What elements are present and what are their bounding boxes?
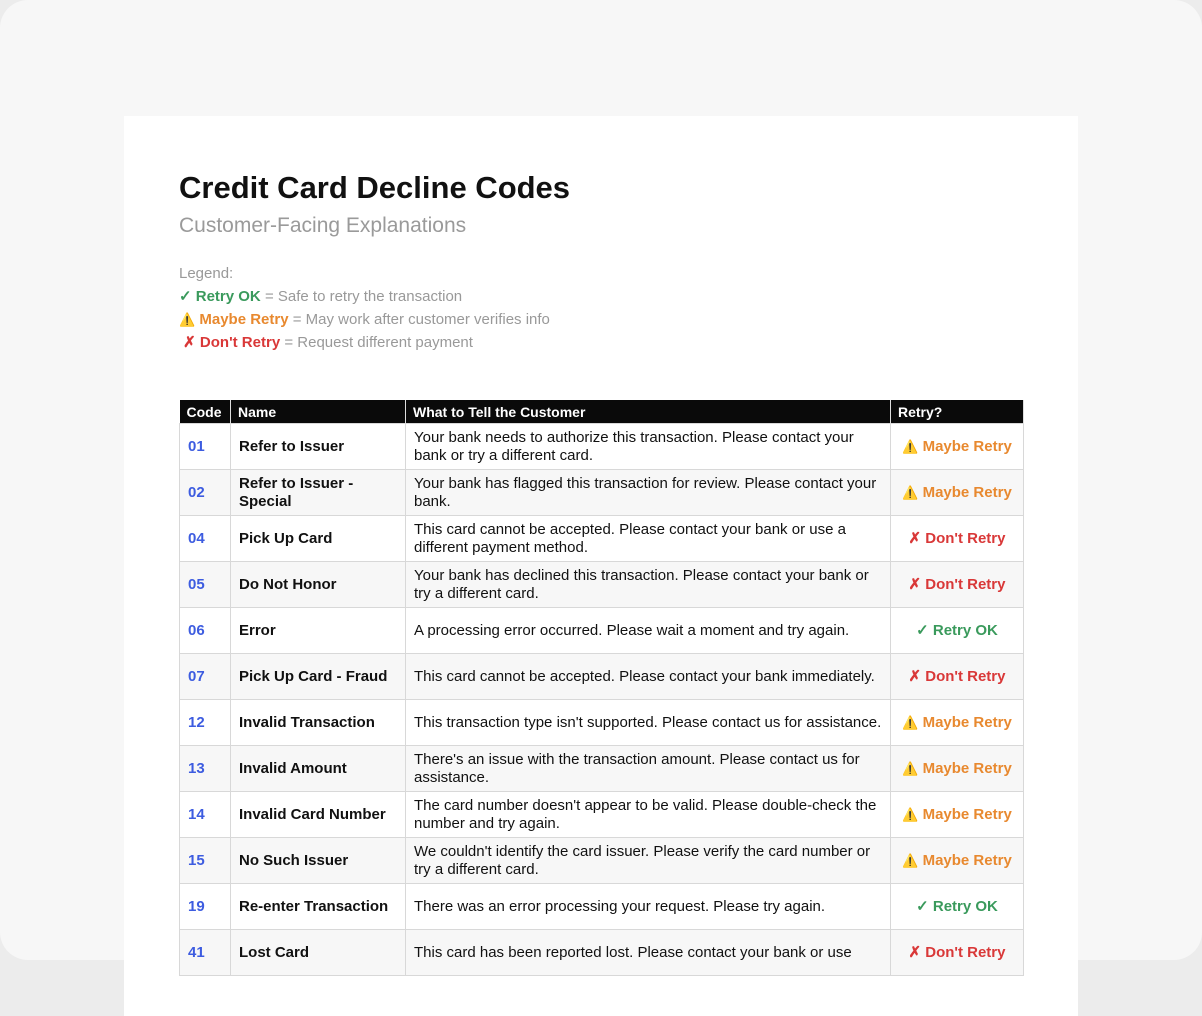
- description-cell: This transaction type isn't supported. Please contact us for assistance.: [406, 700, 891, 746]
- legend-desc: = Safe to retry the transaction: [260, 288, 463, 305]
- table-row: [180, 608, 1024, 654]
- name-cell: Pick Up Card - Fraud: [231, 654, 406, 700]
- table-row: [180, 746, 1024, 792]
- header-retry: Retry?: [891, 400, 1024, 424]
- table-row: [180, 424, 1024, 470]
- description-cell: The card number doesn't appear to be valid. Please double-check the number and try again.: [406, 792, 891, 838]
- table-row: [180, 562, 1024, 608]
- code-cell: 41: [180, 930, 231, 976]
- retry-status: Maybe Retry: [922, 759, 1012, 777]
- code-cell: 06: [180, 608, 231, 654]
- retry-status: Maybe Retry: [922, 851, 1012, 869]
- name-cell: Refer to Issuer: [231, 424, 406, 470]
- table-row: [180, 470, 1024, 516]
- page-subtitle: Customer-Facing Explanations: [179, 214, 467, 237]
- x-mark-icon: ✗: [908, 943, 922, 961]
- description-cell: We couldn't identify the card issuer. Please verify the card number or try a different card.: [406, 838, 891, 884]
- x-mark-icon: ✗: [183, 334, 196, 351]
- retry-status: Don't Retry: [925, 667, 1006, 685]
- table-row: [180, 930, 1024, 976]
- retry-cell: [891, 608, 1024, 654]
- code-cell: 04: [180, 516, 231, 562]
- retry-cell: [891, 654, 1024, 700]
- name-cell: Lost Card: [231, 930, 406, 976]
- code-cell: 05: [180, 562, 231, 608]
- warning-icon: ⚠️: [902, 760, 919, 776]
- code-cell: 19: [180, 884, 231, 930]
- retry-cell: [891, 700, 1024, 746]
- description-cell: This card cannot be accepted. Please contact your bank immediately.: [406, 654, 891, 700]
- table-row: [180, 838, 1024, 884]
- warning-icon: ⚠️: [902, 484, 919, 500]
- description-cell: A processing error occurred. Please wait a moment and try again.: [406, 608, 891, 654]
- check-icon: ✓: [916, 621, 929, 639]
- check-icon: ✓: [179, 288, 192, 305]
- code-cell: 07: [180, 654, 231, 700]
- code-cell: 13: [180, 746, 231, 792]
- warning-icon: ⚠️: [902, 438, 919, 454]
- name-cell: Error: [231, 608, 406, 654]
- name-cell: Invalid Amount: [231, 746, 406, 792]
- name-cell: Refer to Issuer - Special: [231, 470, 406, 516]
- x-mark-icon: ✗: [908, 667, 922, 685]
- retry-cell: [891, 562, 1024, 608]
- header-code: Code: [180, 400, 231, 424]
- description-cell: There was an error processing your request. Please try again.: [406, 884, 891, 930]
- retry-status: Maybe Retry: [922, 437, 1012, 455]
- retry-status: Retry OK: [932, 621, 998, 639]
- legend-label: Don't Retry: [199, 334, 281, 351]
- warning-icon: ⚠️: [179, 312, 196, 327]
- retry-status: Don't Retry: [925, 529, 1006, 547]
- x-mark-icon: ✗: [908, 575, 922, 593]
- retry-cell: [891, 792, 1024, 838]
- legend: [179, 262, 550, 354]
- legend-desc: = Request different payment: [280, 334, 473, 351]
- retry-status: Maybe Retry: [922, 713, 1012, 731]
- legend-item-maybe: [179, 308, 550, 331]
- legend-label: Maybe Retry: [199, 311, 289, 328]
- description-cell: Your bank needs to authorize this transaction. Please contact your bank or try a different card.: [406, 424, 891, 470]
- description-cell: Your bank has flagged this transaction for review. Please contact your bank.: [406, 470, 891, 516]
- name-cell: Invalid Transaction: [231, 700, 406, 746]
- description-cell: Your bank has declined this transaction. Please contact your bank or try a different card.: [406, 562, 891, 608]
- legend-heading: Legend:: [179, 265, 234, 282]
- legend-desc: = May work after customer verifies info: [288, 311, 550, 328]
- code-cell: 14: [180, 792, 231, 838]
- warning-icon: ⚠️: [902, 806, 919, 822]
- x-mark-icon: ✗: [908, 529, 922, 547]
- retry-status: Retry OK: [932, 897, 998, 915]
- table-row: [180, 516, 1024, 562]
- description-cell: This card cannot be accepted. Please contact your bank or use a different payment method.: [406, 516, 891, 562]
- name-cell: Re-enter Transaction: [231, 884, 406, 930]
- table-row: [180, 654, 1024, 700]
- name-cell: Invalid Card Number: [231, 792, 406, 838]
- code-cell: 02: [180, 470, 231, 516]
- page-title: Credit Card Decline Codes: [179, 170, 571, 205]
- legend-item-ok: [179, 285, 550, 308]
- retry-status: Maybe Retry: [922, 483, 1012, 501]
- legend-label: Retry OK: [195, 288, 261, 305]
- retry-status: Maybe Retry: [922, 805, 1012, 823]
- retry-status: Don't Retry: [925, 575, 1006, 593]
- table-header-row: [180, 400, 1024, 424]
- legend-item-no: [179, 331, 550, 354]
- header-description: What to Tell the Customer: [406, 400, 891, 424]
- table-row: [180, 700, 1024, 746]
- name-cell: Pick Up Card: [231, 516, 406, 562]
- name-cell: No Such Issuer: [231, 838, 406, 884]
- code-cell: 01: [180, 424, 231, 470]
- code-cell: 12: [180, 700, 231, 746]
- description-cell: There's an issue with the transaction amount. Please contact us for assistance.: [406, 746, 891, 792]
- retry-status: Don't Retry: [925, 943, 1006, 961]
- retry-cell: [891, 746, 1024, 792]
- name-cell: Do Not Honor: [231, 562, 406, 608]
- check-icon: ✓: [916, 897, 929, 915]
- table-row: [180, 792, 1024, 838]
- retry-cell: [891, 838, 1024, 884]
- document-page: [124, 116, 1078, 1016]
- retry-cell: [891, 470, 1024, 516]
- decline-codes-table: [179, 400, 1024, 976]
- retry-cell: [891, 930, 1024, 976]
- retry-cell: [891, 516, 1024, 562]
- description-cell: This card has been reported lost. Please contact your bank or use: [406, 930, 891, 976]
- warning-icon: ⚠️: [902, 852, 919, 868]
- code-cell: 15: [180, 838, 231, 884]
- header-name: Name: [231, 400, 406, 424]
- retry-cell: [891, 424, 1024, 470]
- table-row: [180, 884, 1024, 930]
- retry-cell: [891, 884, 1024, 930]
- warning-icon: ⚠️: [902, 714, 919, 730]
